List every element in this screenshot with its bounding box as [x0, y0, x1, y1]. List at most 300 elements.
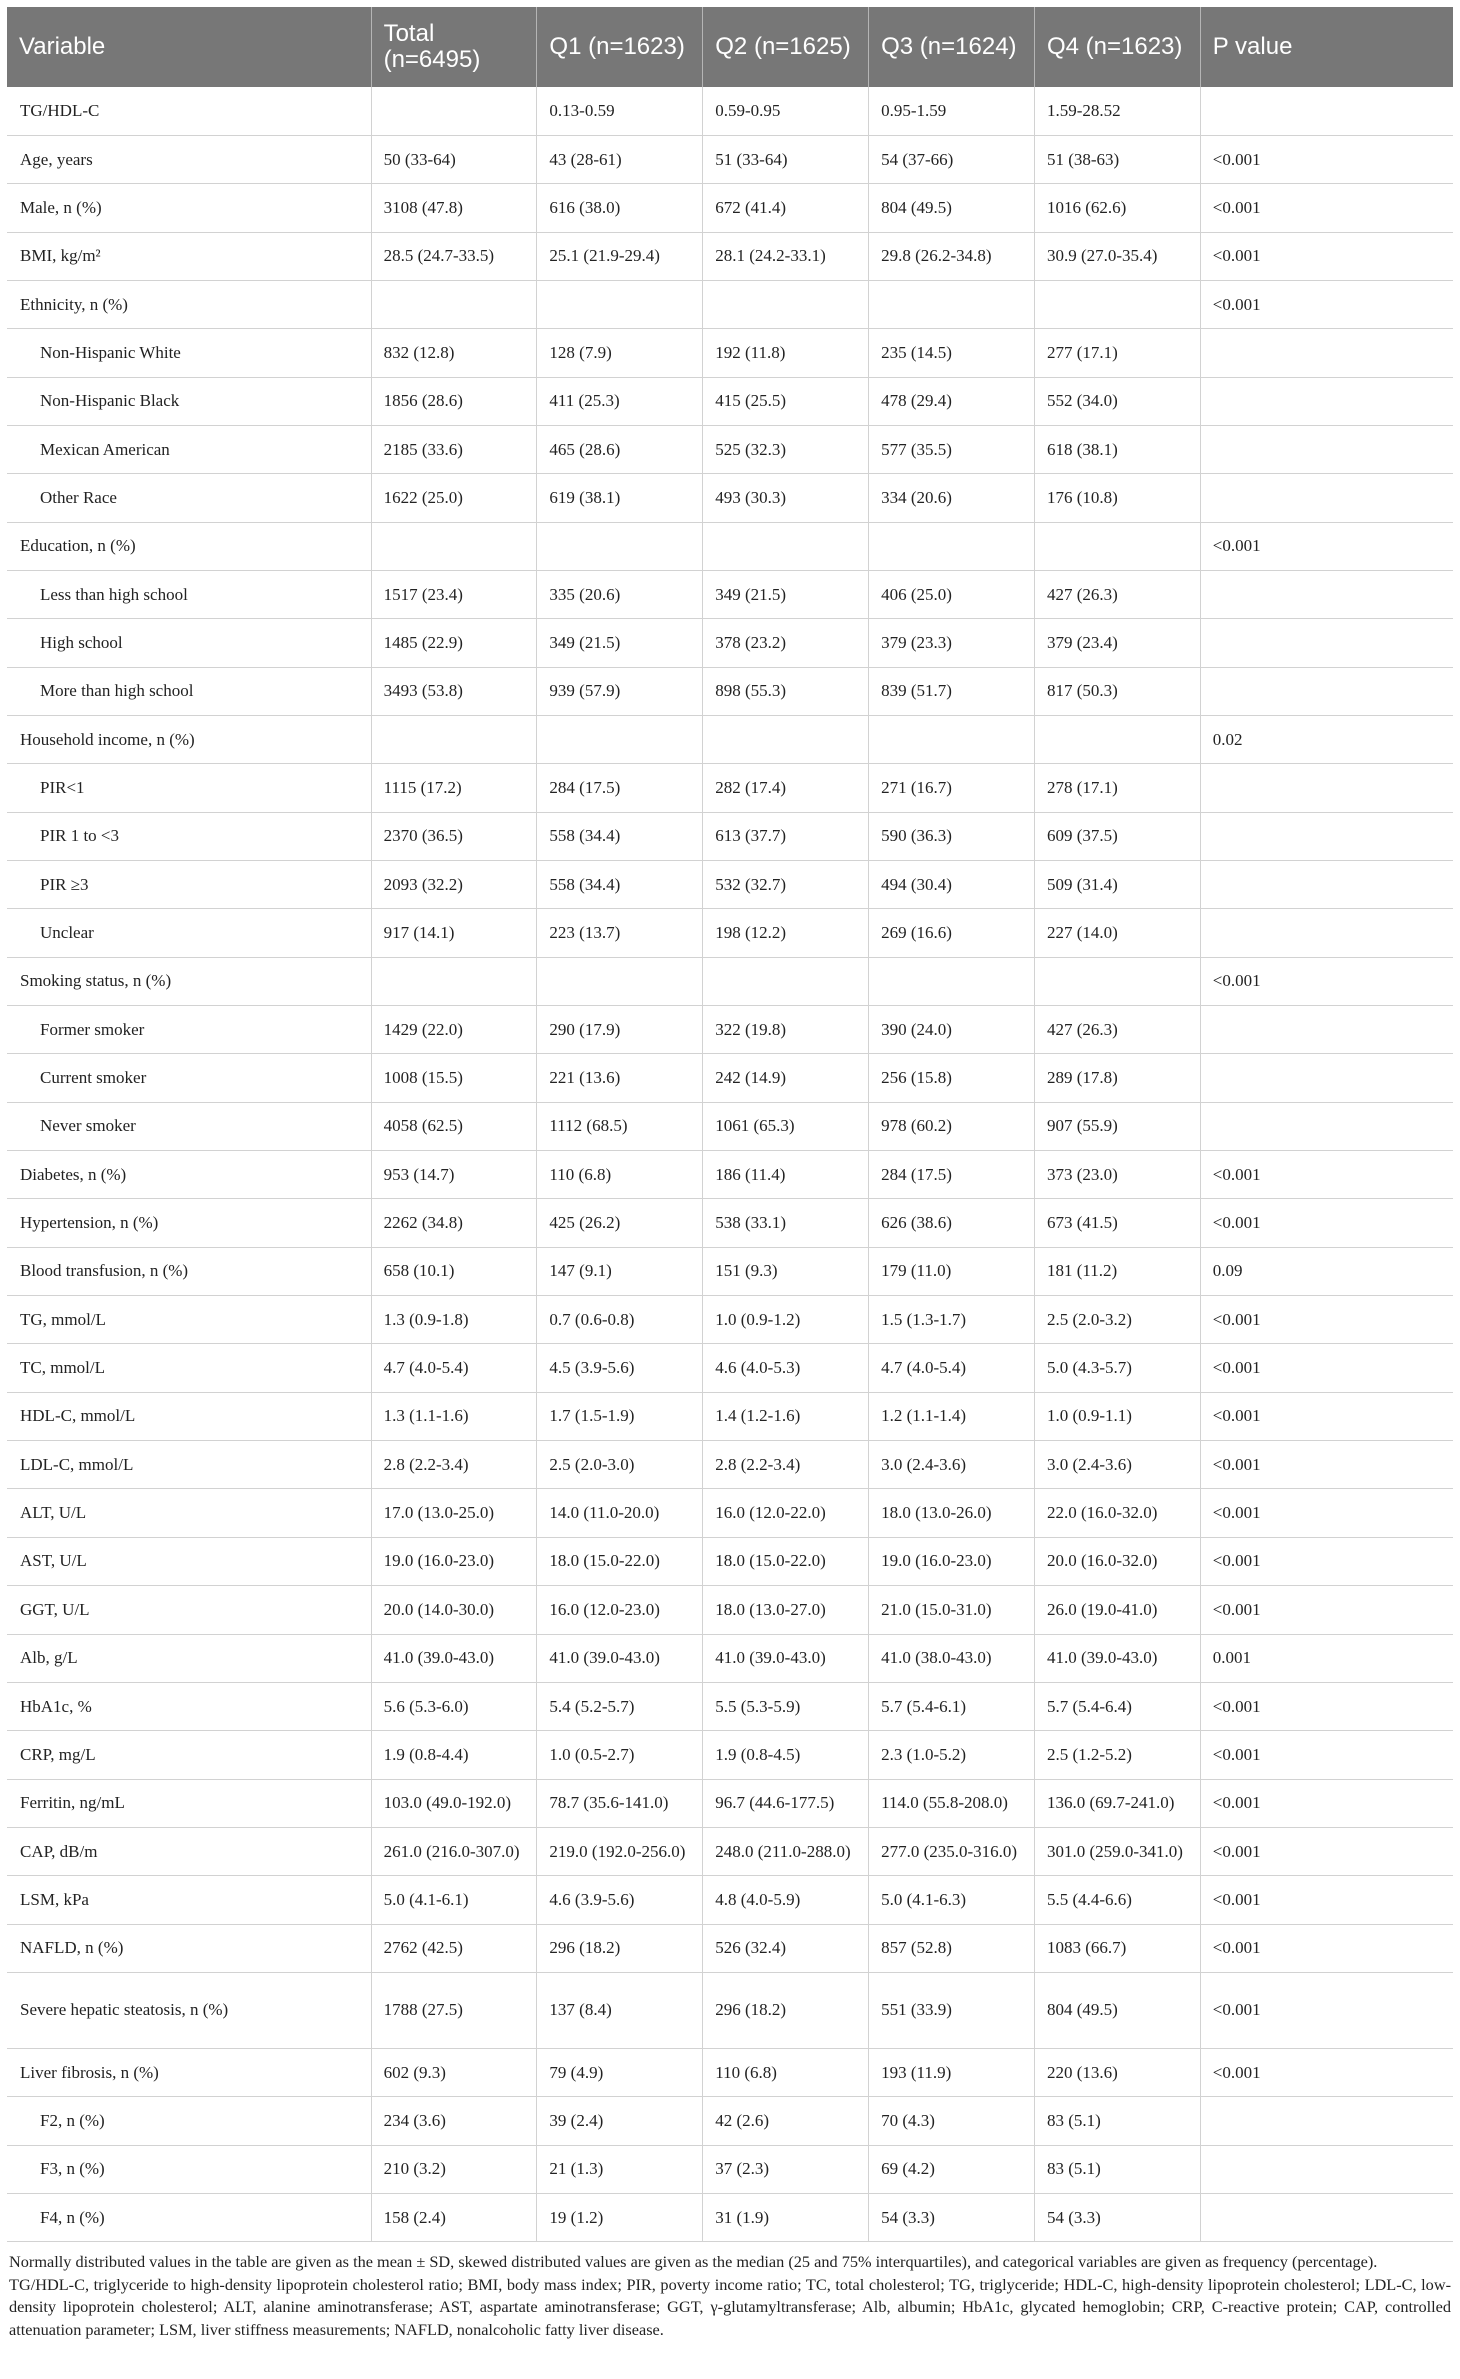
cell-q4: 5.7 (5.4-6.4)	[1034, 1682, 1200, 1730]
cell-q2: 1.4 (1.2-1.6)	[703, 1392, 869, 1440]
header-q3: Q3 (n=1624)	[869, 7, 1035, 87]
cell-q3: 284 (17.5)	[869, 1151, 1035, 1199]
cell-q1	[537, 280, 703, 328]
cell-q3: 494 (30.4)	[869, 861, 1035, 909]
variable-label: Male, n (%)	[7, 184, 371, 232]
table-row	[7, 1586, 1453, 1634]
subcategory-label: High school	[7, 619, 371, 667]
table-row	[7, 715, 1453, 763]
cell-q4: 220 (13.6)	[1034, 2048, 1200, 2096]
cell-q4: 1.0 (0.9-1.1)	[1034, 1392, 1200, 1440]
cell-q4: 181 (11.2)	[1034, 1247, 1200, 1295]
cell-p-value	[1200, 1054, 1453, 1102]
cell-p-value: <0.001	[1200, 135, 1453, 183]
subcategory-label: Current smoker	[7, 1054, 371, 1102]
cell-total: 2370 (36.5)	[371, 812, 537, 860]
subcategory-label: F3, n (%)	[7, 2145, 371, 2193]
cell-total: 1788 (27.5)	[371, 1972, 537, 2048]
cell-q1: 465 (28.6)	[537, 425, 703, 473]
table-row	[7, 425, 1453, 473]
cell-p-value: <0.001	[1200, 280, 1453, 328]
cell-p-value: <0.001	[1200, 1972, 1453, 2048]
cell-q3	[869, 522, 1035, 570]
header-q1: Q1 (n=1623)	[537, 7, 703, 87]
cell-q3: 857 (52.8)	[869, 1924, 1035, 1972]
cell-q2: 41.0 (39.0-43.0)	[703, 1634, 869, 1682]
cell-p-value	[1200, 1006, 1453, 1054]
header-variable: Variable	[7, 7, 371, 87]
cell-total: 1517 (23.4)	[371, 570, 537, 618]
table-footnotes	[7, 2242, 1453, 2341]
cell-p-value	[1200, 329, 1453, 377]
cell-q4	[1034, 957, 1200, 1005]
cell-q1: 43 (28-61)	[537, 135, 703, 183]
subcategory-label: Other Race	[7, 474, 371, 522]
cell-p-value: <0.001	[1200, 1537, 1453, 1585]
cell-total: 1115 (17.2)	[371, 764, 537, 812]
cell-q4	[1034, 715, 1200, 763]
table-row	[7, 1489, 1453, 1537]
cell-q2: 296 (18.2)	[703, 1972, 869, 2048]
subcategory-label: Less than high school	[7, 570, 371, 618]
cell-p-value: <0.001	[1200, 1876, 1453, 1924]
cell-q3: 18.0 (13.0-26.0)	[869, 1489, 1035, 1537]
cell-q1: 1.7 (1.5-1.9)	[537, 1392, 703, 1440]
cell-p-value	[1200, 87, 1453, 135]
cell-q3: 406 (25.0)	[869, 570, 1035, 618]
cell-q2: 28.1 (24.2-33.1)	[703, 232, 869, 280]
cell-q2: 18.0 (13.0-27.0)	[703, 1586, 869, 1634]
table-row	[7, 1876, 1453, 1924]
cell-q2: 1.0 (0.9-1.2)	[703, 1296, 869, 1344]
cell-q4: 1.59-28.52	[1034, 87, 1200, 135]
table-row	[7, 1537, 1453, 1585]
table-row	[7, 1199, 1453, 1247]
cell-q1	[537, 957, 703, 1005]
subcategory-label: More than high school	[7, 667, 371, 715]
cell-p-value: <0.001	[1200, 1827, 1453, 1875]
cell-q3: 379 (23.3)	[869, 619, 1035, 667]
cell-total: 917 (14.1)	[371, 909, 537, 957]
cell-q2: 898 (55.3)	[703, 667, 869, 715]
cell-total: 1429 (22.0)	[371, 1006, 537, 1054]
cell-q1: 296 (18.2)	[537, 1924, 703, 1972]
cell-q1: 5.4 (5.2-5.7)	[537, 1682, 703, 1730]
cell-total	[371, 715, 537, 763]
cell-q1: 128 (7.9)	[537, 329, 703, 377]
table-row	[7, 1392, 1453, 1440]
cell-q2: 526 (32.4)	[703, 1924, 869, 1972]
cell-p-value	[1200, 812, 1453, 860]
cell-q3: 21.0 (15.0-31.0)	[869, 1586, 1035, 1634]
cell-q4: 83 (5.1)	[1034, 2097, 1200, 2145]
cell-q4: 673 (41.5)	[1034, 1199, 1200, 1247]
cell-q3: 269 (16.6)	[869, 909, 1035, 957]
table-row	[7, 1054, 1453, 1102]
cell-total: 210 (3.2)	[371, 2145, 537, 2193]
baseline-characteristics-table	[7, 7, 1453, 2242]
table-row	[7, 2097, 1453, 2145]
cell-total: 2.8 (2.2-3.4)	[371, 1441, 537, 1489]
table-row	[7, 377, 1453, 425]
cell-p-value	[1200, 909, 1453, 957]
cell-total: 4.7 (4.0-5.4)	[371, 1344, 537, 1392]
cell-p-value	[1200, 861, 1453, 909]
cell-q1: 411 (25.3)	[537, 377, 703, 425]
cell-q1: 41.0 (39.0-43.0)	[537, 1634, 703, 1682]
table-row	[7, 1972, 1453, 2048]
variable-label: Alb, g/L	[7, 1634, 371, 1682]
cell-q1	[537, 522, 703, 570]
cell-q2: 415 (25.5)	[703, 377, 869, 425]
cell-q2: 493 (30.3)	[703, 474, 869, 522]
cell-total	[371, 87, 537, 135]
cell-q2: 248.0 (211.0-288.0)	[703, 1827, 869, 1875]
cell-q2: 1.9 (0.8-4.5)	[703, 1731, 869, 1779]
cell-p-value	[1200, 425, 1453, 473]
cell-q4: 176 (10.8)	[1034, 474, 1200, 522]
subcategory-label: Never smoker	[7, 1102, 371, 1150]
cell-p-value: <0.001	[1200, 1731, 1453, 1779]
cell-total	[371, 522, 537, 570]
variable-label: LSM, kPa	[7, 1876, 371, 1924]
cell-q4: 609 (37.5)	[1034, 812, 1200, 860]
cell-total: 2185 (33.6)	[371, 425, 537, 473]
cell-q4: 907 (55.9)	[1034, 1102, 1200, 1150]
cell-p-value: <0.001	[1200, 1682, 1453, 1730]
cell-total: 1622 (25.0)	[371, 474, 537, 522]
subcategory-label: PIR 1 to <3	[7, 812, 371, 860]
table-row	[7, 1779, 1453, 1827]
cell-total: 5.0 (4.1-6.1)	[371, 1876, 537, 1924]
cell-total: 50 (33-64)	[371, 135, 537, 183]
cell-total: 4058 (62.5)	[371, 1102, 537, 1150]
cell-q1: 335 (20.6)	[537, 570, 703, 618]
cell-q4: 3.0 (2.4-3.6)	[1034, 1441, 1200, 1489]
cell-q3: 235 (14.5)	[869, 329, 1035, 377]
cell-q2: 151 (9.3)	[703, 1247, 869, 1295]
cell-q4: 2.5 (2.0-3.2)	[1034, 1296, 1200, 1344]
cell-q2: 51 (33-64)	[703, 135, 869, 183]
cell-total: 28.5 (24.7-33.5)	[371, 232, 537, 280]
cell-q2: 532 (32.7)	[703, 861, 869, 909]
cell-total: 1856 (28.6)	[371, 377, 537, 425]
variable-label: Severe hepatic steatosis, n (%)	[7, 1972, 371, 2048]
cell-q4: 5.0 (4.3-5.7)	[1034, 1344, 1200, 1392]
cell-q3: 5.7 (5.4-6.1)	[869, 1682, 1035, 1730]
cell-total: 1.3 (1.1-1.6)	[371, 1392, 537, 1440]
footnote-distribution: Normally distributed values in the table are given as the mean ± SD, skewed distributed values are given as the median (25 and 75% interquartiles), and categorical variables are given as frequency (percentage).	[9, 2252, 1378, 2272]
cell-q4: 277 (17.1)	[1034, 329, 1200, 377]
cell-q1: 2.5 (2.0-3.0)	[537, 1441, 703, 1489]
cell-q4: 509 (31.4)	[1034, 861, 1200, 909]
cell-q1: 79 (4.9)	[537, 2048, 703, 2096]
cell-q3: 271 (16.7)	[869, 764, 1035, 812]
table-row	[7, 474, 1453, 522]
table-row	[7, 667, 1453, 715]
cell-total: 19.0 (16.0-23.0)	[371, 1537, 537, 1585]
cell-q1: 21 (1.3)	[537, 2145, 703, 2193]
cell-q2: 4.6 (4.0-5.3)	[703, 1344, 869, 1392]
cell-q3: 978 (60.2)	[869, 1102, 1035, 1150]
cell-p-value: 0.09	[1200, 1247, 1453, 1295]
cell-total: 2262 (34.8)	[371, 1199, 537, 1247]
cell-q4: 301.0 (259.0-341.0)	[1034, 1827, 1200, 1875]
cell-q3: 577 (35.5)	[869, 425, 1035, 473]
cell-p-value	[1200, 2097, 1453, 2145]
cell-q3: 69 (4.2)	[869, 2145, 1035, 2193]
header-q4: Q4 (n=1623)	[1034, 7, 1200, 87]
cell-q4: 5.5 (4.4-6.6)	[1034, 1876, 1200, 1924]
cell-q2: 5.5 (5.3-5.9)	[703, 1682, 869, 1730]
table-row	[7, 1006, 1453, 1054]
header-row	[7, 7, 1453, 87]
cell-q1: 558 (34.4)	[537, 861, 703, 909]
cell-q3	[869, 715, 1035, 763]
cell-q3: 478 (29.4)	[869, 377, 1035, 425]
table-row	[7, 764, 1453, 812]
cell-q4: 83 (5.1)	[1034, 2145, 1200, 2193]
cell-q2: 525 (32.3)	[703, 425, 869, 473]
cell-q1: 221 (13.6)	[537, 1054, 703, 1102]
cell-q2: 192 (11.8)	[703, 329, 869, 377]
cell-q4: 618 (38.1)	[1034, 425, 1200, 473]
cell-q1: 19 (1.2)	[537, 2193, 703, 2241]
subcategory-label: PIR<1	[7, 764, 371, 812]
variable-label: Diabetes, n (%)	[7, 1151, 371, 1199]
cell-q1: 110 (6.8)	[537, 1151, 703, 1199]
cell-q2: 349 (21.5)	[703, 570, 869, 618]
cell-total: 261.0 (216.0-307.0)	[371, 1827, 537, 1875]
cell-q4: 51 (38-63)	[1034, 135, 1200, 183]
cell-q2: 2.8 (2.2-3.4)	[703, 1441, 869, 1489]
variable-label: TC, mmol/L	[7, 1344, 371, 1392]
table-row	[7, 280, 1453, 328]
cell-q4: 20.0 (16.0-32.0)	[1034, 1537, 1200, 1585]
cell-p-value: <0.001	[1200, 1344, 1453, 1392]
cell-p-value	[1200, 619, 1453, 667]
cell-q1: 137 (8.4)	[537, 1972, 703, 2048]
cell-q4: 2.5 (1.2-5.2)	[1034, 1731, 1200, 1779]
table-row	[7, 184, 1453, 232]
cell-q1: 219.0 (192.0-256.0)	[537, 1827, 703, 1875]
variable-label: Ferritin, ng/mL	[7, 1779, 371, 1827]
cell-q1: 290 (17.9)	[537, 1006, 703, 1054]
cell-p-value: <0.001	[1200, 1924, 1453, 1972]
cell-p-value	[1200, 570, 1453, 618]
cell-q4: 427 (26.3)	[1034, 570, 1200, 618]
variable-label: TG/HDL-C	[7, 87, 371, 135]
cell-q1: 0.7 (0.6-0.8)	[537, 1296, 703, 1344]
cell-q3: 179 (11.0)	[869, 1247, 1035, 1295]
cell-total: 658 (10.1)	[371, 1247, 537, 1295]
cell-q1: 4.6 (3.9-5.6)	[537, 1876, 703, 1924]
cell-q3: 1.5 (1.3-1.7)	[869, 1296, 1035, 1344]
cell-q2: 672 (41.4)	[703, 184, 869, 232]
cell-total: 1.9 (0.8-4.4)	[371, 1731, 537, 1779]
subcategory-label: PIR ≥3	[7, 861, 371, 909]
cell-p-value	[1200, 1102, 1453, 1150]
table-row	[7, 570, 1453, 618]
cell-q3: 256 (15.8)	[869, 1054, 1035, 1102]
cell-q3: 839 (51.7)	[869, 667, 1035, 715]
subcategory-label: Non-Hispanic Black	[7, 377, 371, 425]
cell-p-value: <0.001	[1200, 1392, 1453, 1440]
variable-label: Smoking status, n (%)	[7, 957, 371, 1005]
cell-p-value: <0.001	[1200, 1586, 1453, 1634]
cell-q4	[1034, 280, 1200, 328]
table-row	[7, 1296, 1453, 1344]
cell-q2: 42 (2.6)	[703, 2097, 869, 2145]
cell-q2: 37 (2.3)	[703, 2145, 869, 2193]
cell-total: 1008 (15.5)	[371, 1054, 537, 1102]
cell-q4: 552 (34.0)	[1034, 377, 1200, 425]
cell-total: 2093 (32.2)	[371, 861, 537, 909]
header-p-value: P value	[1200, 7, 1453, 87]
subcategory-label: F2, n (%)	[7, 2097, 371, 2145]
cell-q1: 1.0 (0.5-2.7)	[537, 1731, 703, 1779]
cell-q3: 2.3 (1.0-5.2)	[869, 1731, 1035, 1779]
table-row	[7, 1827, 1453, 1875]
variable-label: TG, mmol/L	[7, 1296, 371, 1344]
cell-q1: 619 (38.1)	[537, 474, 703, 522]
table-row	[7, 135, 1453, 183]
cell-q4: 41.0 (39.0-43.0)	[1034, 1634, 1200, 1682]
cell-q4: 373 (23.0)	[1034, 1151, 1200, 1199]
cell-q3: 1.2 (1.1-1.4)	[869, 1392, 1035, 1440]
cell-q3	[869, 957, 1035, 1005]
subcategory-label: Unclear	[7, 909, 371, 957]
variable-label: Liver fibrosis, n (%)	[7, 2048, 371, 2096]
cell-p-value: <0.001	[1200, 1441, 1453, 1489]
cell-total	[371, 957, 537, 1005]
cell-total: 41.0 (39.0-43.0)	[371, 1634, 537, 1682]
cell-q1: 14.0 (11.0-20.0)	[537, 1489, 703, 1537]
cell-q3: 29.8 (26.2-34.8)	[869, 232, 1035, 280]
table-row	[7, 1102, 1453, 1150]
cell-q4: 26.0 (19.0-41.0)	[1034, 1586, 1200, 1634]
cell-q2: 613 (37.7)	[703, 812, 869, 860]
header-total: Total (n=6495)	[371, 7, 537, 87]
cell-q2: 538 (33.1)	[703, 1199, 869, 1247]
cell-p-value	[1200, 474, 1453, 522]
cell-p-value: <0.001	[1200, 232, 1453, 280]
cell-q1: 558 (34.4)	[537, 812, 703, 860]
variable-label: Household income, n (%)	[7, 715, 371, 763]
table-row	[7, 1151, 1453, 1199]
cell-q2: 0.59-0.95	[703, 87, 869, 135]
cell-q3: 3.0 (2.4-3.6)	[869, 1441, 1035, 1489]
cell-q3	[869, 280, 1035, 328]
cell-q2: 186 (11.4)	[703, 1151, 869, 1199]
cell-p-value	[1200, 2145, 1453, 2193]
cell-p-value: <0.001	[1200, 522, 1453, 570]
cell-q1: 0.13-0.59	[537, 87, 703, 135]
cell-total: 1485 (22.9)	[371, 619, 537, 667]
variable-label: Hypertension, n (%)	[7, 1199, 371, 1247]
variable-label: CRP, mg/L	[7, 1731, 371, 1779]
cell-q1: 349 (21.5)	[537, 619, 703, 667]
cell-p-value: <0.001	[1200, 2048, 1453, 2096]
table-row	[7, 1344, 1453, 1392]
cell-q1: 18.0 (15.0-22.0)	[537, 1537, 703, 1585]
cell-p-value: <0.001	[1200, 957, 1453, 1005]
cell-q2: 322 (19.8)	[703, 1006, 869, 1054]
cell-q3: 54 (3.3)	[869, 2193, 1035, 2241]
cell-q1: 939 (57.9)	[537, 667, 703, 715]
table-row	[7, 861, 1453, 909]
variable-label: Blood transfusion, n (%)	[7, 1247, 371, 1295]
cell-q2: 282 (17.4)	[703, 764, 869, 812]
cell-q1: 25.1 (21.9-29.4)	[537, 232, 703, 280]
cell-q1: 16.0 (12.0-23.0)	[537, 1586, 703, 1634]
table-row	[7, 1634, 1453, 1682]
table-row	[7, 1924, 1453, 1972]
cell-total: 2762 (42.5)	[371, 1924, 537, 1972]
cell-q3: 0.95-1.59	[869, 87, 1035, 135]
cell-q1: 1112 (68.5)	[537, 1102, 703, 1150]
table-row	[7, 957, 1453, 1005]
variable-label: NAFLD, n (%)	[7, 1924, 371, 1972]
cell-p-value	[1200, 764, 1453, 812]
table-row	[7, 2145, 1453, 2193]
variable-label: Education, n (%)	[7, 522, 371, 570]
cell-q4: 289 (17.8)	[1034, 1054, 1200, 1102]
cell-q1	[537, 715, 703, 763]
cell-q1: 4.5 (3.9-5.6)	[537, 1344, 703, 1392]
cell-total: 20.0 (14.0-30.0)	[371, 1586, 537, 1634]
cell-p-value: <0.001	[1200, 1779, 1453, 1827]
table-row	[7, 232, 1453, 280]
cell-q1: 223 (13.7)	[537, 909, 703, 957]
variable-label: GGT, U/L	[7, 1586, 371, 1634]
cell-total: 3493 (53.8)	[371, 667, 537, 715]
cell-q2	[703, 522, 869, 570]
cell-q4: 227 (14.0)	[1034, 909, 1200, 957]
cell-q2: 16.0 (12.0-22.0)	[703, 1489, 869, 1537]
header-q2: Q2 (n=1625)	[703, 7, 869, 87]
cell-q4: 136.0 (69.7-241.0)	[1034, 1779, 1200, 1827]
subcategory-label: Non-Hispanic White	[7, 329, 371, 377]
cell-q1: 284 (17.5)	[537, 764, 703, 812]
cell-q4: 54 (3.3)	[1034, 2193, 1200, 2241]
table-row	[7, 812, 1453, 860]
cell-q1: 78.7 (35.6-141.0)	[537, 1779, 703, 1827]
variable-label: CAP, dB/m	[7, 1827, 371, 1875]
cell-q3: 41.0 (38.0-43.0)	[869, 1634, 1035, 1682]
cell-q3: 19.0 (16.0-23.0)	[869, 1537, 1035, 1585]
variable-label: BMI, kg/m²	[7, 232, 371, 280]
cell-q1: 39 (2.4)	[537, 2097, 703, 2145]
cell-total: 3108 (47.8)	[371, 184, 537, 232]
cell-p-value	[1200, 2193, 1453, 2241]
cell-total: 5.6 (5.3-6.0)	[371, 1682, 537, 1730]
cell-total: 602 (9.3)	[371, 2048, 537, 2096]
cell-q3: 5.0 (4.1-6.3)	[869, 1876, 1035, 1924]
cell-q2: 4.8 (4.0-5.9)	[703, 1876, 869, 1924]
cell-p-value	[1200, 667, 1453, 715]
cell-total: 158 (2.4)	[371, 2193, 537, 2241]
cell-p-value: <0.001	[1200, 1489, 1453, 1537]
cell-q1: 147 (9.1)	[537, 1247, 703, 1295]
cell-q2: 96.7 (44.6-177.5)	[703, 1779, 869, 1827]
table-container	[7, 7, 1453, 2342]
cell-q3: 334 (20.6)	[869, 474, 1035, 522]
variable-label: HbA1c, %	[7, 1682, 371, 1730]
table-row	[7, 1441, 1453, 1489]
cell-q4: 278 (17.1)	[1034, 764, 1200, 812]
cell-total	[371, 280, 537, 328]
